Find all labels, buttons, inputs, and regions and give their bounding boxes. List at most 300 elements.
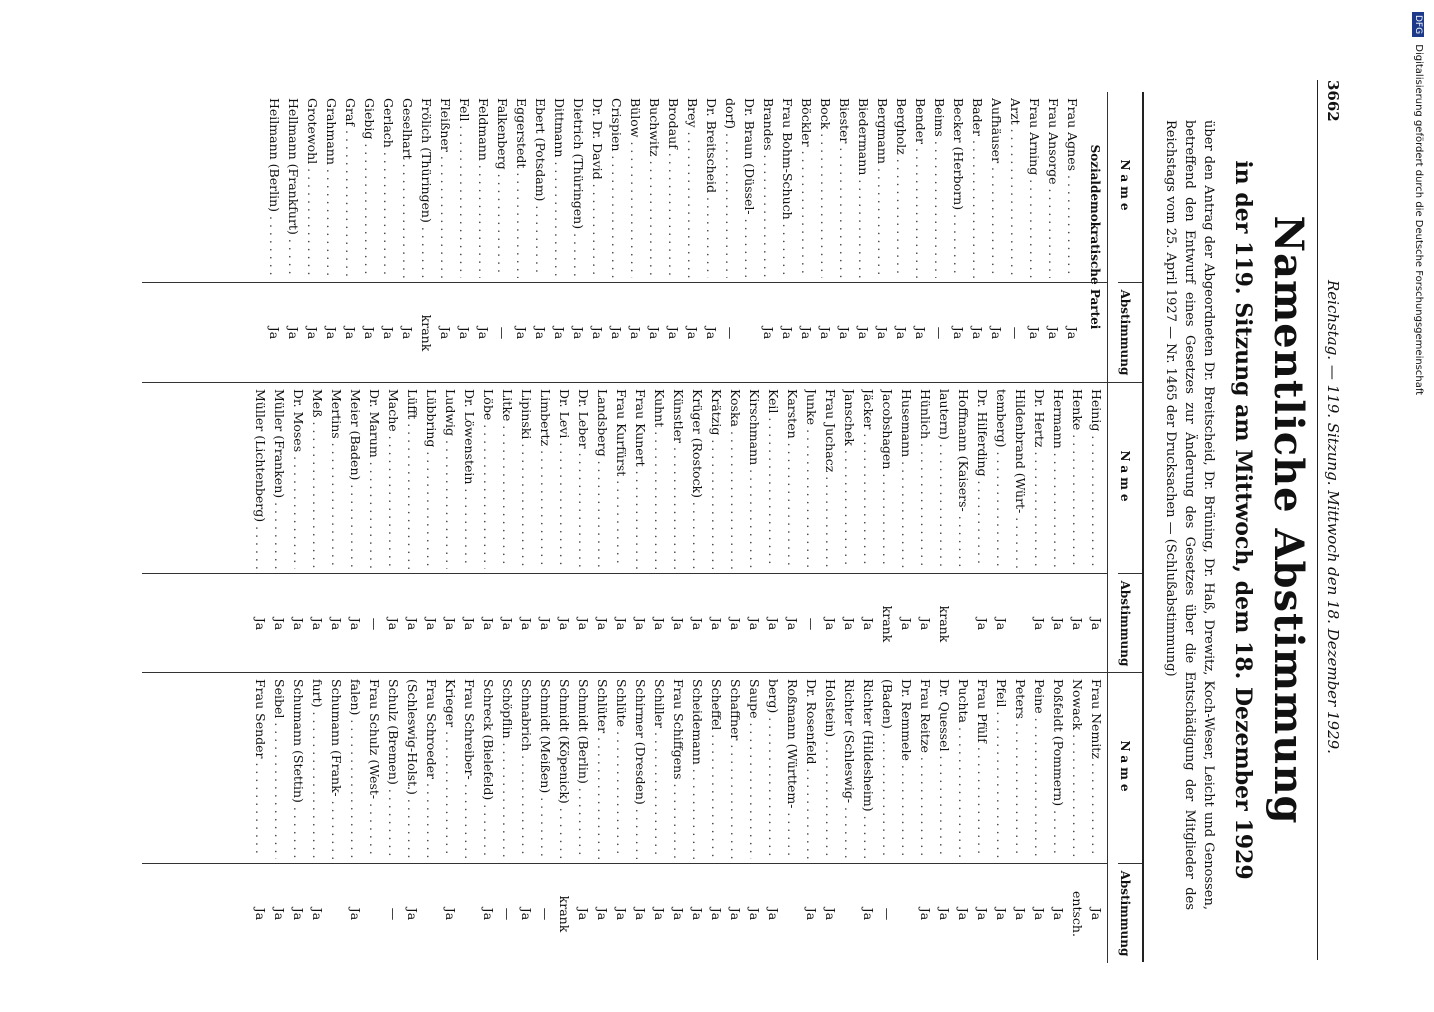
member-name: Frau Ansorge . . . [1044,98,1063,278]
member-name: Brandes . . . [759,98,778,278]
vote-value: Ja [918,617,933,631]
table-row [783,383,802,673]
table-row [517,673,536,963]
table-row [607,92,626,382]
table-row [650,383,669,673]
member-name: Bader . . . [968,98,987,278]
member-name: Frau Kunert . . . [631,389,650,569]
vote-value: Ja [424,617,439,631]
vote-value: Ja [386,617,401,631]
table-row [783,673,802,963]
column-group-3 [142,672,1142,963]
member-name: Limbertz . . . [536,389,555,569]
table-row [683,92,702,382]
table-row [707,383,726,673]
vote-value: Ja [894,326,909,340]
table-row [384,673,403,963]
vote-value: — [367,617,382,631]
vote-value: Ja [348,617,363,631]
table-row [631,673,650,963]
header-name: Name [1118,450,1132,506]
vote-value: Ja [400,326,415,340]
table-row [612,383,631,673]
table-row [531,92,550,382]
vote-value: Ja [685,326,700,340]
member-name: Frau Reitze . . . [916,679,935,859]
member-name: Lipinski . . . [517,389,536,569]
table-row [422,673,441,963]
member-name: Frau Bohm-Schuch . . . [778,98,797,278]
vote-value: Ja [310,617,325,631]
table-row [1068,383,1087,673]
table-row [493,92,512,382]
vote-value: — [500,907,515,921]
member-name: Bergholz . . . [892,98,911,278]
member-name: Geselhart . . . [398,98,417,278]
member-name: Dr. Quessel . . . [935,679,954,859]
member-name: Ebert (Potsdam) . . . [531,98,550,278]
vote-value: Ja [609,326,624,340]
member-name: Heilmann (Berlin) . . . [265,98,284,278]
vote-value: Ja [481,907,496,921]
intro-paragraph: über den Antrag der Abgeordneten Dr. Breitscheid, Dr. Brüning, Dr. Haß, Drewitz, Koch-Weser, Leicht und Genossen, betreffend den Entwurf eines Gesetzes zur Änderung des Gesetzes über die Entschädigung der Mitglieder des Reichstags vom 25. April 1927 — Nr. 1465 der Drucksachen — (Schlußabstimmung) [1163,120,1216,910]
member-name: Frau Schreiber- . . . [460,679,479,859]
vote-value: Ja [576,617,591,631]
vote-value: Ja [324,326,339,340]
member-name: Mertins . . . [327,389,346,569]
member-name: Frau Kurfürst . . . [612,389,631,569]
member-name: Biedermann . . . [854,98,873,278]
member-name: Meier (Baden) . . . [346,389,365,569]
member-name: Fleißner . . . [436,98,455,278]
vote-value: — [932,326,947,340]
vote-value: — [1008,326,1023,340]
member-name: Schmidt (Meißen) . . . [536,679,555,859]
member-name: Müller (Franken) . . . [270,389,289,569]
table-row [417,92,436,382]
table-row [498,383,517,673]
vote-value: Ja [405,907,420,921]
vote-value: Ja [994,617,1009,631]
table-row [992,383,1011,673]
member-name: Becker (Herborn) . . . [949,98,968,278]
member-name: Schnabrich . . . [517,679,536,859]
member-name: Frau Nemitz . . . [1087,679,1106,859]
table-row [688,673,707,963]
vote-value: — [804,617,819,631]
vote-value: Ja [1065,326,1080,340]
table-row [422,383,441,673]
vote-value: Ja [899,617,914,631]
table-row [612,673,631,963]
vote-value: Ja [951,326,966,340]
column-group-2 [142,382,1142,673]
vote-value: Ja [1013,907,1028,921]
member-name: Dr. Löwenstein . . . [460,389,479,569]
table-row [498,673,517,963]
table-row [721,92,740,382]
column-group-1 [142,92,1142,382]
vote-value: Ja [305,326,320,340]
table-row [802,673,821,963]
header-name: Name [1118,740,1132,796]
vote-value: Ja [405,617,420,631]
vote-value: — [386,907,401,921]
table-row [512,92,531,382]
vote-value: Ja [1070,617,1085,631]
vote-table [142,92,1144,962]
vote-value: Ja [272,617,287,631]
vote-value: Ja [1051,907,1066,921]
table-row [441,673,460,963]
member-name: Hermann . . . [1049,389,1068,569]
vote-value: Ja [766,617,781,631]
vote-value: Ja [690,907,705,921]
table-row [536,673,555,963]
table-row [360,92,379,382]
table-row [968,92,987,382]
table-row [474,92,493,382]
table-row [669,383,688,673]
vote-value: krank [937,605,952,643]
member-name: Schmidt (Berlin) . . . [574,679,593,859]
vote-value: — [880,907,895,921]
header-name: Name [1118,159,1132,215]
vote-value: Ja [818,326,833,340]
vote-value: Ja [709,617,724,631]
member-name: (Baden) . . . [878,679,897,859]
vote-value: Ja [272,907,287,921]
table-row [973,383,992,673]
member-name: Frau Arning . . . [1025,98,1044,278]
vote-value: Ja [291,907,306,921]
vote-value: Ja [799,326,814,340]
table-row [308,383,327,673]
member-name: Dr. Leber . . . [574,389,593,569]
member-name: Schulz (Bremen) . . . [384,679,403,859]
vote-value: Ja [842,617,857,631]
vote-value: Ja [994,907,1009,921]
member-name: Frau Agnes . . . [1063,98,1082,278]
table-row [588,92,607,382]
table-row [759,92,778,382]
member-name: Hoffmann (Kaisers- . . . [954,389,973,569]
column-body [251,673,1106,963]
member-name: Lübbring . . . [422,389,441,569]
table-row [935,673,954,963]
member-name: Kirschmann . . . [745,389,764,569]
member-name: temberg) . . . [992,389,1011,569]
member-name: Schlüter . . . [593,679,612,859]
member-name: Falkenberg . . . [493,98,512,278]
table-row [308,673,327,963]
vote-value: Ja [329,617,344,631]
vote-value: Ja [652,617,667,631]
vote-value: Ja [519,617,534,631]
table-row [626,92,645,382]
member-name: Husemann . . . [897,389,916,569]
table-row [873,92,892,382]
member-name: berg) . . . [764,679,783,859]
table-row [664,92,683,382]
member-name: Dietrich (Thüringen) . . . [569,98,588,278]
member-name: Müller (Lichtenberg) . . . [251,389,270,569]
vote-value: Ja [443,617,458,631]
member-name: Schirmer (Dresden) . . . [631,679,650,859]
table-row [1044,92,1063,382]
table-row [740,92,759,382]
vote-value: Ja [1032,617,1047,631]
table-row [593,383,612,673]
member-name: Bender . . . [911,98,930,278]
table-row [441,383,460,673]
member-name: Graf . . . [341,98,360,278]
member-name: Pfeil . . . [992,679,1011,859]
table-row [555,383,574,673]
member-name: Schumann (Stettin) . . . [289,679,308,859]
table-row [764,673,783,963]
member-name: Scheidemann . . . [688,679,707,859]
table-row [987,92,1006,382]
member-name: Künstler . . . [669,389,688,569]
column-header [1107,92,1142,382]
member-name: Bülow . . . [626,98,645,278]
table-row [669,673,688,963]
vote-value: Ja [552,326,567,340]
member-name: Roßmann (Württem- . . . [783,679,802,859]
vote-value: Ja [652,907,667,921]
member-name: Hildenbrand (Würt- . . . [1011,389,1030,569]
vote-value: — [538,907,553,921]
table-row [897,383,916,673]
vote-value: Ja [785,617,800,631]
member-name: Saupe . . . [745,679,764,859]
vote-value: krank [880,605,895,643]
vote-value: Ja [918,907,933,921]
table-row [897,673,916,963]
page-title: Namentliche Abstimmung [1265,215,1312,825]
header-vote: Abstimmung [1118,863,1142,963]
table-row [251,383,270,673]
table-row [778,92,797,382]
table-row [726,383,745,673]
member-name: Hellmann (Frankfurt) . . . [284,98,303,278]
member-name: Gerlach . . . [379,98,398,278]
page-subtitle: in der 119. Sitzung am Mittwoch, dem 18. Dezember 1929 [1230,160,1256,880]
vote-value: Ja [533,326,548,340]
vote-value: Ja [975,617,990,631]
member-name: Krätzig . . . [707,389,726,569]
running-head [1317,80,1346,960]
table-row [284,92,303,382]
vote-value: krank [419,314,434,352]
table-row [289,673,308,963]
column-header [1107,383,1142,673]
table-row [341,92,360,382]
table-row [954,383,973,673]
table-row [327,383,346,673]
member-name: Dr. Braun (Düssel- . . . [740,98,759,278]
member-name: Frau Sender . . . [251,679,270,859]
table-row [802,383,821,673]
member-name: Dr. Hertz . . . [1030,389,1049,569]
member-name: Kuhnt . . . [650,389,669,569]
vote-value: Ja [253,617,268,631]
column-body [251,383,1106,673]
member-name: Beims . . . [930,98,949,278]
vote-value: Ja [747,617,762,631]
table-row [1006,92,1025,382]
member-name: Eggerstedt . . . [512,98,531,278]
member-name: Mache . . . [384,389,403,569]
table-row [403,383,422,673]
member-name: Krieger . . . [441,679,460,859]
vote-value: Ja [671,617,686,631]
vote-value: Ja [500,617,515,631]
member-name: Schlüte . . . [612,679,631,859]
vote-value: Ja [704,326,719,340]
table-row [460,383,479,673]
table-row [574,383,593,673]
table-row [916,383,935,673]
table-row [645,92,664,382]
vote-value: entsch. [1070,891,1085,937]
vote-value: krank [557,895,572,933]
member-name: furt) . . . [308,679,327,859]
member-name: Richter (Hildesheim) . . . [859,679,878,859]
table-row [251,673,270,963]
member-name: Lüfft . . . [403,389,422,569]
dfg-logo: DFG [1412,12,1424,37]
member-name: Seibel . . . [270,679,289,859]
table-row [555,673,574,963]
table-row [569,92,588,382]
table-row [930,92,949,382]
member-name: Junke . . . [802,389,821,569]
vote-value: Ja [614,907,629,921]
vote-value: Ja [438,326,453,340]
header-vote: Abstimmung [1118,573,1142,673]
table-row [289,383,308,673]
table-row [688,383,707,673]
vote-value: Ja [823,617,838,631]
member-name: Giebig . . . [360,98,379,278]
member-name: Koska . . . [726,389,745,569]
member-name: Jacobshagen . . . [878,389,897,569]
vote-value: Ja [348,907,363,921]
member-name: Puchta . . . [954,679,973,859]
vote-value: Ja [481,617,496,631]
table-row [536,383,555,673]
table-row [973,673,992,963]
member-name: Löbe . . . [479,389,498,569]
vote-value: Ja [381,326,396,340]
table-row [892,92,911,382]
table-row [797,92,816,382]
column-body [265,92,1106,382]
member-name: Nowack . . . [1068,679,1087,859]
member-name: Fell . . . [455,98,474,278]
vote-value: Ja [291,617,306,631]
table-row [859,383,878,673]
member-name: Grahmann . . . [322,98,341,278]
member-name: Ludwig . . . [441,389,460,569]
member-name: Dr. Dr. David . . . [588,98,607,278]
table-row [835,92,854,382]
member-name: Frölich (Thüringen) . . . [417,98,436,278]
member-name: Dr. Marum . . . [365,389,384,569]
vote-value: Ja [1051,617,1066,631]
table-row [1063,92,1082,382]
page-number: 3662 [1324,80,1342,122]
table-row [949,92,968,382]
member-name: Landsberg . . . [593,389,612,569]
member-name: Böckler . . . [797,98,816,278]
vote-value: Ja [709,907,724,921]
vote-value: — [495,326,510,340]
vote-value: Ja [780,326,795,340]
member-name: Litke . . . [498,389,517,569]
table-row [702,92,721,382]
vote-value: Ja [286,326,301,340]
member-name: Brodauf . . . [664,98,683,278]
table-row [878,383,897,673]
table-row [745,673,764,963]
table-row [878,673,897,963]
vote-value: Ja [633,617,648,631]
member-name: Meß . . . [308,389,327,569]
vote-value: Ja [690,617,705,631]
table-row [650,673,669,963]
table-row [517,383,536,673]
vote-value: Ja [462,617,477,631]
member-name: Dr. Hilferding . . . [973,389,992,569]
vote-value: Ja [856,326,871,340]
vote-value: Ja [443,907,458,921]
table-row [550,92,569,382]
vote-value: Ja [1046,326,1061,340]
vote-value: Ja [628,326,643,340]
member-name: Frau Pfülf . . . [973,679,992,859]
member-name: Henke . . . [1068,389,1087,569]
table-row [1030,383,1049,673]
vote-value: Ja [595,907,610,921]
member-name: Bergmann . . . [873,98,892,278]
vote-value: Ja [519,907,534,921]
vote-value: Ja [310,907,325,921]
table-row [346,673,365,963]
vote-value: Ja [913,326,928,340]
table-row [1049,383,1068,673]
member-name: Arzt . . . [1006,98,1025,278]
table-row [270,383,289,673]
vote-value: Ja [989,326,1004,340]
member-name: Peters . . . [1011,679,1030,859]
vote-value: Ja [267,326,282,340]
table-row [726,673,745,963]
table-row [265,92,284,382]
member-name: Dr. Remmele . . . [897,679,916,859]
vote-value: Ja [576,907,591,921]
table-row [992,673,1011,963]
member-name: Buchwitz . . . [645,98,664,278]
member-name: Richter (Schleswig- . . . [840,679,859,859]
member-name: Hünlich . . . [916,389,935,569]
party-heading: Sozialdemokratische Partei [1088,144,1102,330]
vote-value: Ja [1089,907,1104,921]
vote-value: Ja [766,907,781,921]
table-row [1087,383,1106,673]
